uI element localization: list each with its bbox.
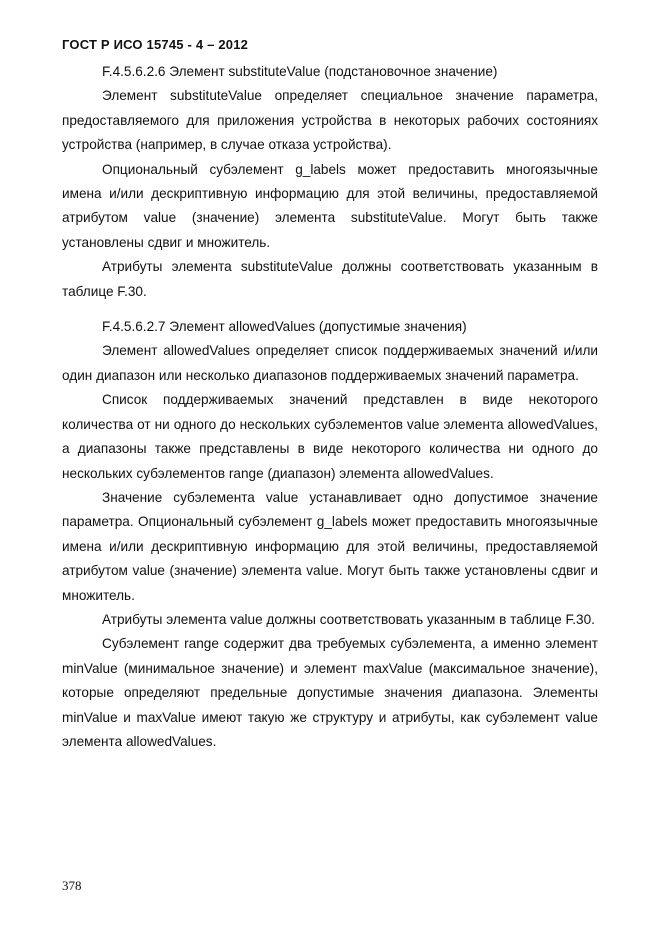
paragraph: Значение субэлемента value устанавливает одно допустимое значение параметра. Опциональный субэлемент g_labels может предоставить многоязычные имена и/или дескриптивную информацию для этой величины, предоставляемой атрибутом value (значение) элемента value. Могут быть также установлены сдвиг и множитель.	[62, 489, 598, 603]
paragraph: Список поддерживаемых значений представлен в виде некоторого количества от ни одного до нескольких субэлементов value элемента allowedValues, а диапазоны также представлены в виде некоторого количества ни одного до нескольких субэлементов range (диапазон) элемента allowedValues.	[62, 392, 598, 481]
paragraph: Субэлемент range содержит два требуемых субэлемента, а именно элемент minValue (минимальное значение) и элемент maxValue (максимальное значение), которые определяют предельные допустимые значения диапазона. Элементы minValue и maxValue имеют такую же структуру и атрибуты, как субэлемент value элемента allowedValues.	[62, 636, 598, 749]
paragraph: Элемент substituteValue определяет специальное значение параметра, предоставляемого для приложения устройства в некоторых рабочих состояниях устройства (например, в случае отказа устройства).	[62, 88, 598, 153]
paragraph: Атрибуты элемента value должны соответствовать указанным в таблице F.30.	[102, 611, 595, 627]
paragraph: Элемент allowedValues определяет список поддерживаемых значений и/или один диапазон или несколько диапазонов поддерживаемых значений параметра.	[62, 343, 598, 383]
section-heading-f456226: F.4.5.6.2.6 Элемент substituteValue (подстановочное значение)	[102, 64, 498, 79]
standard-header: ГОСТ Р ИСО 15745 - 4 – 2012	[62, 37, 249, 52]
document-body	[62, 60, 598, 754]
paragraph: Опциональный субэлемент g_labels может предоставить многоязычные имена и/или дескриптивную информацию для этой величины, предоставляемой атрибутом value (значение) элемента substituteValue. Могут быть также установлены сдвиг и множитель.	[62, 161, 598, 250]
section-heading-f456227: F.4.5.6.2.7 Элемент allowedValues (допустимые значения)	[102, 319, 467, 335]
paragraph: Атрибуты элемента substituteValue должны соответствовать указанным в таблице F.30.	[62, 259, 598, 299]
page-number: 378	[62, 878, 82, 893]
